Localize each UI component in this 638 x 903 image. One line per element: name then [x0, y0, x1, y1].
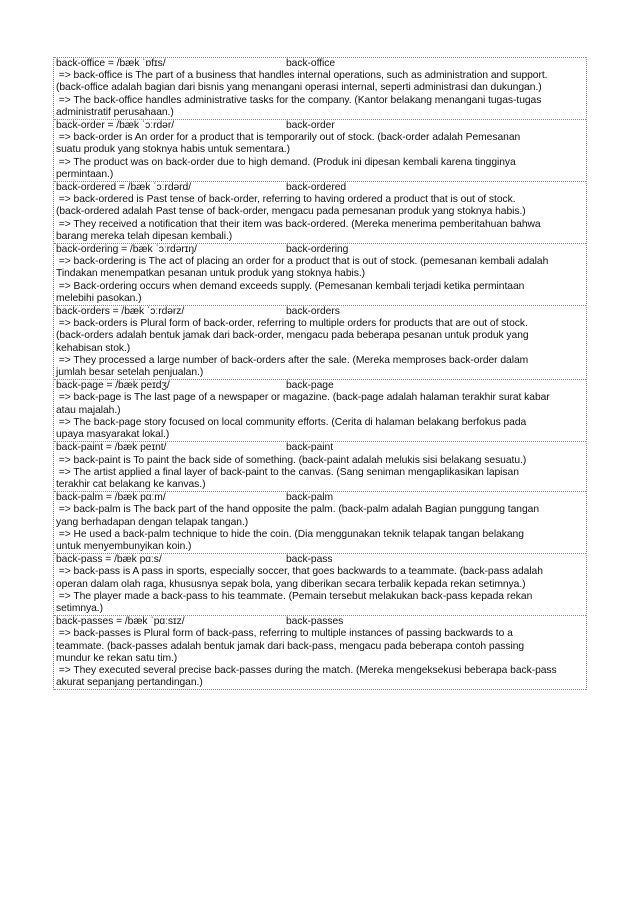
definition-line: => They processed a large number of back-orders after the sale. (Mereka memproses back-order dalam	[56, 354, 529, 366]
definition-line: => back-page is The last page of a newspaper or magazine. (back-page adalah halaman terakhir surat kabar	[56, 392, 550, 404]
definition-line: => The player made a back-pass to his teammate. (Pemain tersebut melakukan back-pass kepada rekan	[56, 590, 533, 602]
definition-line: untuk menyembunyikan koin.)	[56, 540, 192, 552]
definition-line: => back-ordered is Past tense of back-order, referring to having ordered a product that is out of stock.	[56, 194, 516, 206]
definition-line: permintaan.)	[56, 168, 114, 180]
definition-line: => back-ordering is The act of placing an order for a product that is out of stock. (pemesanan kembali adalah	[56, 256, 549, 268]
definition-line: => back-pass is A pass in sports, especially soccer, that goes backwards to a teammate. (back-pass adalah	[56, 566, 543, 578]
headword-pronunciation: back-ordered = /bæk ˈɔːrdərd/	[56, 182, 192, 194]
term-label: back-ordering	[286, 244, 349, 256]
definition-line: => They received a notification that their item was back-ordered. (Mereka menerima pemberitahuan bahwa	[56, 218, 541, 230]
term-label: back-orders	[286, 306, 340, 318]
entry-header	[54, 306, 586, 318]
entry-header	[54, 58, 586, 70]
definition-line: => back-palm is The back part of the hand opposite the palm. (back-palm adalah Bagian punggung tangan	[56, 504, 539, 516]
definition-line: jumlah besar setelah penjualan.)	[56, 367, 204, 379]
definition-line: => The product was on back-order due to high demand. (Produk ini dipesan kembali karena tingginya	[56, 156, 516, 168]
definition-line: administratif perusahaan.)	[56, 106, 174, 118]
definition-line: mundur ke rekan satu tim.)	[56, 652, 178, 664]
term-label: back-order	[286, 120, 335, 132]
definition-line: => They executed several precise back-passes during the match. (Mereka mengeksekusi beberapa back-pass	[56, 664, 557, 676]
definition-line: => back-order is An order for a product that is temporarily out of stock. (back-order adalah Pemesanan	[56, 132, 521, 144]
definition-line: => back-office is The part of a business that handles internal operations, such as administration and support.	[56, 70, 548, 82]
definition-line: => The back-office handles administrative tasks for the company. (Kantor belakang menangani tugas-tugas	[56, 94, 542, 106]
definition-line: yang berhadapan dengan telapak tangan.)	[56, 516, 249, 528]
entry-header	[54, 380, 586, 392]
entry-header	[54, 554, 586, 566]
definition-line: Tindakan menempatkan pesanan untuk produk yang stoknya habis.)	[56, 268, 366, 280]
entry-header	[54, 442, 586, 454]
entry-header	[54, 120, 586, 132]
term-label: back-palm	[286, 492, 334, 504]
vocabulary-entry	[54, 491, 586, 553]
definition-line: => The artist applied a final layer of back-paint to the canvas. (Sang seniman mengaplikasikan lapisan	[56, 466, 519, 478]
definition-line: terakhir cat belakang ke kanvas.)	[56, 478, 206, 490]
entry-header	[54, 616, 586, 628]
headword-pronunciation: back-paint = /bæk peɪnt/	[56, 442, 167, 454]
vocabulary-entry	[54, 181, 586, 243]
headword-pronunciation: back-ordering = /bæk ˈɔːrdərɪŋ/	[56, 244, 197, 256]
definition-line: barang mereka telah dipesan kembali.)	[56, 230, 233, 242]
vocabulary-entry	[54, 119, 586, 181]
entry-header	[54, 182, 586, 194]
vocabulary-entry	[54, 615, 586, 690]
definition-line: => The back-page story focused on local community efforts. (Cerita di halaman belakang berfokus pada	[56, 416, 527, 428]
headword-pronunciation: back-orders = /bæk ˈɔːrdərz/	[56, 306, 185, 318]
definition-line: => back-paint is To paint the back side of something. (back-paint adalah melukis sisi belakang sesuatu.)	[56, 454, 527, 466]
definition-line: setimnya.)	[56, 602, 103, 614]
definition-line: => back-passes is Plural form of back-pass, referring to multiple instances of passing backwards to a	[56, 628, 513, 640]
vocabulary-table	[53, 57, 587, 690]
term-label: back-office	[286, 58, 336, 69]
vocabulary-entry	[54, 441, 586, 491]
headword-pronunciation: back-page = /bæk peɪdʒ/	[56, 380, 170, 392]
definition-line: melebihi pasokan.)	[56, 292, 142, 304]
definition-line: operan dalam olah raga, khususnya sepak bola, yang diberikan secara terbalik kepada rekan setimnya.)	[56, 578, 526, 590]
entry-header	[54, 492, 586, 504]
definition-line: (back-office adalah bagian dari bisnis yang menangani operasi internal, seperti administrasi dan dukungan.)	[56, 82, 542, 94]
headword-pronunciation: back-palm = /bæk pɑːm/	[56, 492, 166, 504]
headword-pronunciation: back-office = /bæk ˈɒfɪs/	[56, 58, 166, 69]
definition-line: => He used a back-palm technique to hide the coin. (Dia menggunakan teknik telapak tangan belakang	[56, 528, 524, 540]
definition-line: upaya masyarakat lokal.)	[56, 429, 170, 441]
vocabulary-entry	[54, 305, 586, 379]
definition-line: kehabisan stok.)	[56, 342, 131, 354]
headword-pronunciation: back-pass = /bæk pɑːs/	[56, 554, 162, 566]
term-label: back-passes	[286, 616, 344, 628]
vocabulary-entry	[54, 243, 586, 305]
headword-pronunciation: back-passes = /bæk ˈpɑːsɪz/	[56, 616, 185, 628]
term-label: back-pass	[286, 554, 333, 566]
headword-pronunciation: back-order = /bæk ˈɔːrdər/	[56, 120, 175, 132]
definition-line: (back-orders adalah bentuk jamak dari back-order, mengacu pada beberapa pesanan untuk produk yang	[56, 330, 529, 342]
definition-line: => Back-ordering occurs when demand exceeds supply. (Pemesanan kembali terjadi ketika permintaan	[56, 280, 525, 292]
definition-line: atau majalah.)	[56, 404, 121, 416]
vocabulary-entry	[54, 379, 586, 441]
vocabulary-entry	[54, 553, 586, 615]
entry-header	[54, 244, 586, 256]
definition-line: => back-orders is Plural form of back-order, referring to multiple orders for products that are out of stock.	[56, 318, 528, 330]
term-label: back-ordered	[286, 182, 347, 194]
definition-line: akurat sepanjang pertandingan.)	[56, 677, 203, 689]
definition-line: (back-ordered adalah Past tense of back-order, mengacu pada pemesanan produk yang stoknya habis.)	[56, 206, 526, 218]
definition-line: teammate. (back-passes adalah bentuk jamak dari back-pass, mengacu pada beberapa contoh passing	[56, 640, 525, 652]
term-label: back-page	[286, 380, 334, 392]
definition-line: suatu produk yang stoknya habis untuk sementara.)	[56, 144, 290, 156]
vocabulary-entry	[54, 57, 586, 119]
term-label: back-paint	[286, 442, 334, 454]
